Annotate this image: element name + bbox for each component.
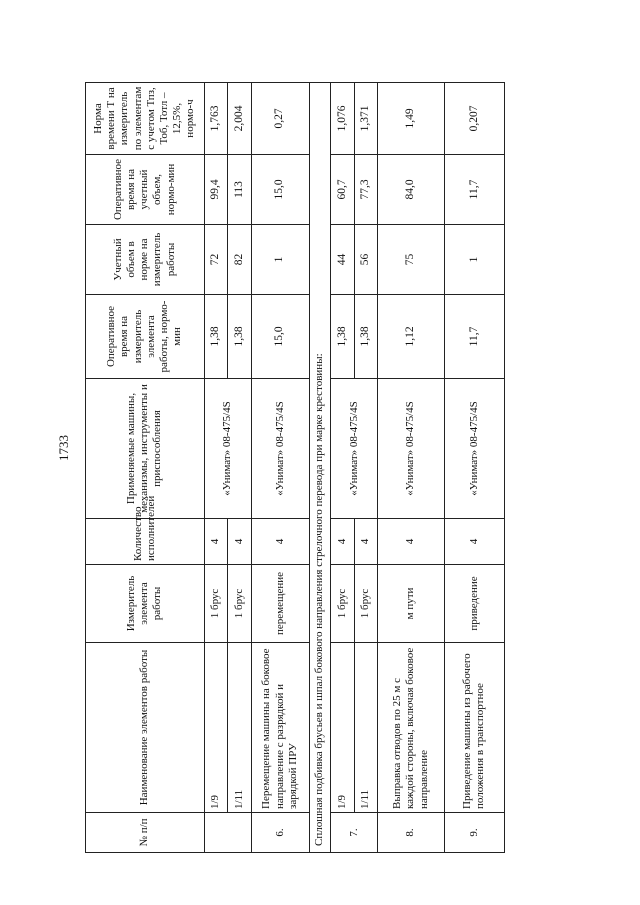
header-row	[86, 82, 205, 852]
row-meter: 1 брус	[228, 564, 252, 642]
row-name: 1/11	[354, 642, 378, 812]
row-vol: 44	[331, 224, 355, 294]
section-title: Сплошная подбивка брусьев и шпал бокового направления стрелочного перевода при марке крестовины:	[309, 82, 330, 852]
header-norm: Норма времени Т на измеритель по элементам с учетом Тпз, Тоб, Тотл – 12,5%, нормо-ч	[86, 82, 205, 154]
row-meter: приведение	[444, 564, 504, 642]
row-norm: 1,076	[331, 82, 355, 154]
row-meter: 1 брус	[204, 564, 228, 642]
row-op: 15,0	[251, 294, 309, 378]
row-op: 1,38	[204, 294, 228, 378]
row-opt: 15,0	[251, 154, 309, 224]
row-name: Выправка отводов по 25 м с каждой стороны, включая боковое направление	[378, 642, 445, 812]
row-vol: 75	[378, 224, 445, 294]
row-opt: 60,7	[331, 154, 355, 224]
table-row	[378, 82, 445, 852]
header-op-time-total: Оперативное время на учетный объем, нормо-мин	[86, 154, 205, 224]
header-op-time: Оперативное время на измеритель элемента работы, нормо-мин	[86, 294, 205, 378]
row-vol: 72	[204, 224, 228, 294]
row-vol: 56	[354, 224, 378, 294]
header-name: Наименование элементов работы	[86, 642, 205, 812]
row-norm: 2,004	[228, 82, 252, 154]
table-row	[204, 82, 228, 852]
work-norms-table	[85, 82, 505, 853]
row-name: 1/9	[204, 642, 228, 812]
row-op: 1,38	[331, 294, 355, 378]
row-norm: 1,49	[378, 82, 445, 154]
row-workers: 4	[251, 518, 309, 564]
page-number: 1733	[56, 435, 71, 461]
row-op: 11,7	[444, 294, 504, 378]
row-op: 1,12	[378, 294, 445, 378]
table-row	[331, 82, 355, 852]
row-meter: 1 брус	[331, 564, 355, 642]
row-machine: «Унимат» 08-475/4S	[204, 378, 251, 518]
row-no	[204, 813, 251, 853]
row-opt: 77,3	[354, 154, 378, 224]
row-meter: 1 брус	[354, 564, 378, 642]
row-op: 1,38	[354, 294, 378, 378]
row-norm: 0,27	[251, 82, 309, 154]
header-machines: Применяемые машины, механизмы, инструменты и приспособления	[86, 378, 205, 518]
table-row	[444, 82, 504, 852]
row-name: 1/9	[331, 642, 355, 812]
row-workers: 4	[331, 518, 355, 564]
row-norm: 0,207	[444, 82, 504, 154]
row-opt: 99,4	[204, 154, 228, 224]
table-row	[251, 82, 309, 852]
row-machine: «Унимат» 08-475/4S	[251, 378, 309, 518]
row-no: 7.	[331, 813, 378, 853]
section-row	[309, 82, 330, 852]
row-name: 1/11	[228, 642, 252, 812]
row-no: 9.	[444, 813, 504, 853]
row-vol: 1	[251, 224, 309, 294]
header-meter: Измеритель элемента работы	[86, 564, 205, 642]
row-opt: 11,7	[444, 154, 504, 224]
header-volume: Учетный объем в норме на измеритель работы	[86, 224, 205, 294]
row-workers: 4	[204, 518, 228, 564]
row-machine: «Унимат» 08-475/4S	[378, 378, 445, 518]
header-workers: Количество исполнителей	[86, 518, 205, 564]
row-name: Приведение машины из рабочего положения в транспортное	[444, 642, 504, 812]
row-workers: 4	[378, 518, 445, 564]
norms-table-container	[85, 83, 505, 853]
row-opt: 113	[228, 154, 252, 224]
row-meter: перемещение	[251, 564, 309, 642]
row-workers: 4	[444, 518, 504, 564]
row-no: 8.	[378, 813, 445, 853]
row-machine: «Унимат» 08-475/4S	[331, 378, 378, 518]
header-no: № п/п	[86, 813, 205, 853]
row-name: Перемещение машины на боковое направление с разрядкой и зарядкой ПРУ	[251, 642, 309, 812]
row-norm: 1,763	[204, 82, 228, 154]
row-workers: 4	[228, 518, 252, 564]
row-op: 1,38	[228, 294, 252, 378]
rotated-table-area	[85, 83, 505, 853]
row-no: 6.	[251, 813, 309, 853]
row-opt: 84,0	[378, 154, 445, 224]
row-meter: м пути	[378, 564, 445, 642]
row-vol: 1	[444, 224, 504, 294]
row-machine: «Унимат» 08-475/4S	[444, 378, 504, 518]
row-norm: 1,371	[354, 82, 378, 154]
row-vol: 82	[228, 224, 252, 294]
row-workers: 4	[354, 518, 378, 564]
